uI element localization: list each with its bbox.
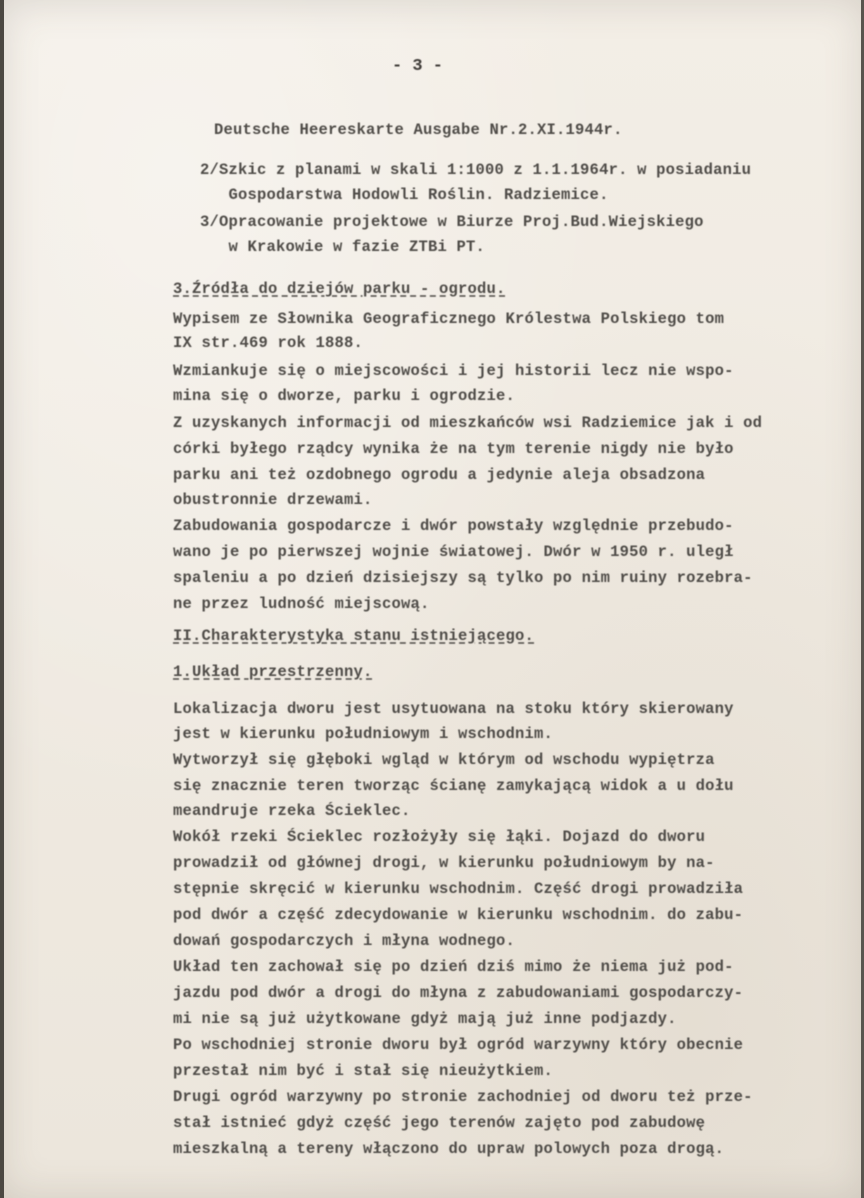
paragraph-line: Drugi ogród warzywny po stronie zachodniej od dworu też prze- — [173, 1088, 753, 1106]
paragraph-line: stał istnieć gdyż część jego terenów zajęto pod zabudowę — [173, 1114, 706, 1132]
paragraph-line: spaleniu a po dzień dzisiejszy są tylko po nim ruiny rozebra- — [173, 569, 753, 587]
bibliography-entry: 3/Opracowanie projektowe w Biurze Proj.Bud.Wiejskiego — [200, 213, 704, 231]
bibliography-entry: Gospodarstwa Hodowli Roślin. Radziemice. — [200, 186, 609, 204]
paragraph-line: prowadził od głównej drogi, w kierunku południowym by na- — [173, 854, 715, 872]
paragraph-line: jest w kierunku południowym i wschodnim. — [173, 725, 554, 743]
paragraph-line: córki byłego rządcy wynika że na tym terenie nigdy nie było — [173, 440, 734, 458]
chapter-heading: II.Charakterystyka stanu istniejącego. — [173, 627, 535, 645]
paragraph-line: się znacznie teren tworząc ścianę zamykającą widok a u dołu — [173, 777, 734, 795]
paragraph-line: Po wschodniej stronie dworu był ogród warzywny który obecnie — [173, 1036, 744, 1054]
paragraph-line: Wypisem ze Słownika Geograficznego Królestwa Polskiego tom — [173, 310, 725, 328]
bibliography-entry: Deutsche Heereskarte Ausgabe Nr.2.XI.1944r. — [214, 121, 623, 139]
paragraph-line: pod dwór a część zdecydowanie w kierunku wschodnim. do zabu- — [173, 906, 744, 924]
paragraph-line: Wytworzył się głęboki wgląd w którym od wschodu wypiętrza — [173, 751, 715, 769]
section-heading-sources: 3.Źródła do dziejów parku - ogrodu. — [173, 280, 506, 298]
scan-edge-left — [0, 0, 4, 1198]
paragraph-line: IX str.469 rok 1888. — [173, 334, 364, 352]
page-number: - 3 - — [392, 57, 444, 76]
paragraph-line: parku ani też ozdobnego ogrodu a jedynie aleja obsadzona — [173, 466, 706, 484]
paragraph-line: obustronnie drzewami. — [173, 491, 373, 509]
paragraph-line: meandruje rzeka Ścieklec. — [173, 802, 411, 820]
paragraph-line: Lokalizacja dworu jest usytuowana na stoku który skierowany — [173, 700, 734, 718]
paragraph-line: przestał nim być i stał się nieużytkiem. — [173, 1062, 554, 1080]
paragraph-line: dowań gospodarczych i młyna wodnego. — [173, 932, 516, 950]
paragraph-line: wano je po pierwszej wojnie światowej. Dwór w 1950 r. uległ — [173, 543, 734, 561]
paragraph-line: Układ ten zachował się po dzień dziś mimo że niema już pod- — [173, 958, 734, 976]
paragraph-line: stępnie skręcić w kierunku wschodnim. Część drogi prowadziła — [173, 880, 744, 898]
paragraph-line: mieszkalną a tereny włączono do upraw polowych poza drogą. — [173, 1140, 725, 1158]
bibliography-entry: w Krakowie w fazie ZTBi PT. — [200, 238, 486, 256]
paragraph-line: Zabudowania gospodarcze i dwór powstały względnie przebudo- — [173, 517, 734, 535]
section-heading-layout: 1.Układ przestrzenny. — [173, 663, 373, 681]
paragraph-line: Wzmiankuje się o miejscowości i jej historii lecz nie wspo- — [173, 362, 734, 380]
paragraph-line: mi nie są już użytkowane gdyż mają już inne podjazdy. — [173, 1010, 677, 1028]
paragraph-line: Z uzyskanych informacji od mieszkańców wsi Radziemice jak i od — [173, 414, 763, 432]
paragraph-line: mina się o dworze, parku i ogrodzie. — [173, 387, 516, 405]
paragraph-line: Wokół rzeki Ścieklec rozłożyły się łąki. Dojazd do dworu — [173, 828, 706, 846]
paragraph-line: jazdu pod dwór a drogi do młyna z zabudowaniami gospodarczy- — [173, 984, 744, 1002]
paragraph-line: ne przez ludność miejscową. — [173, 595, 430, 613]
bibliography-entry: 2/Szkic z planami w skali 1:1000 z 1.1.1964r. w posiadaniu — [200, 161, 752, 179]
